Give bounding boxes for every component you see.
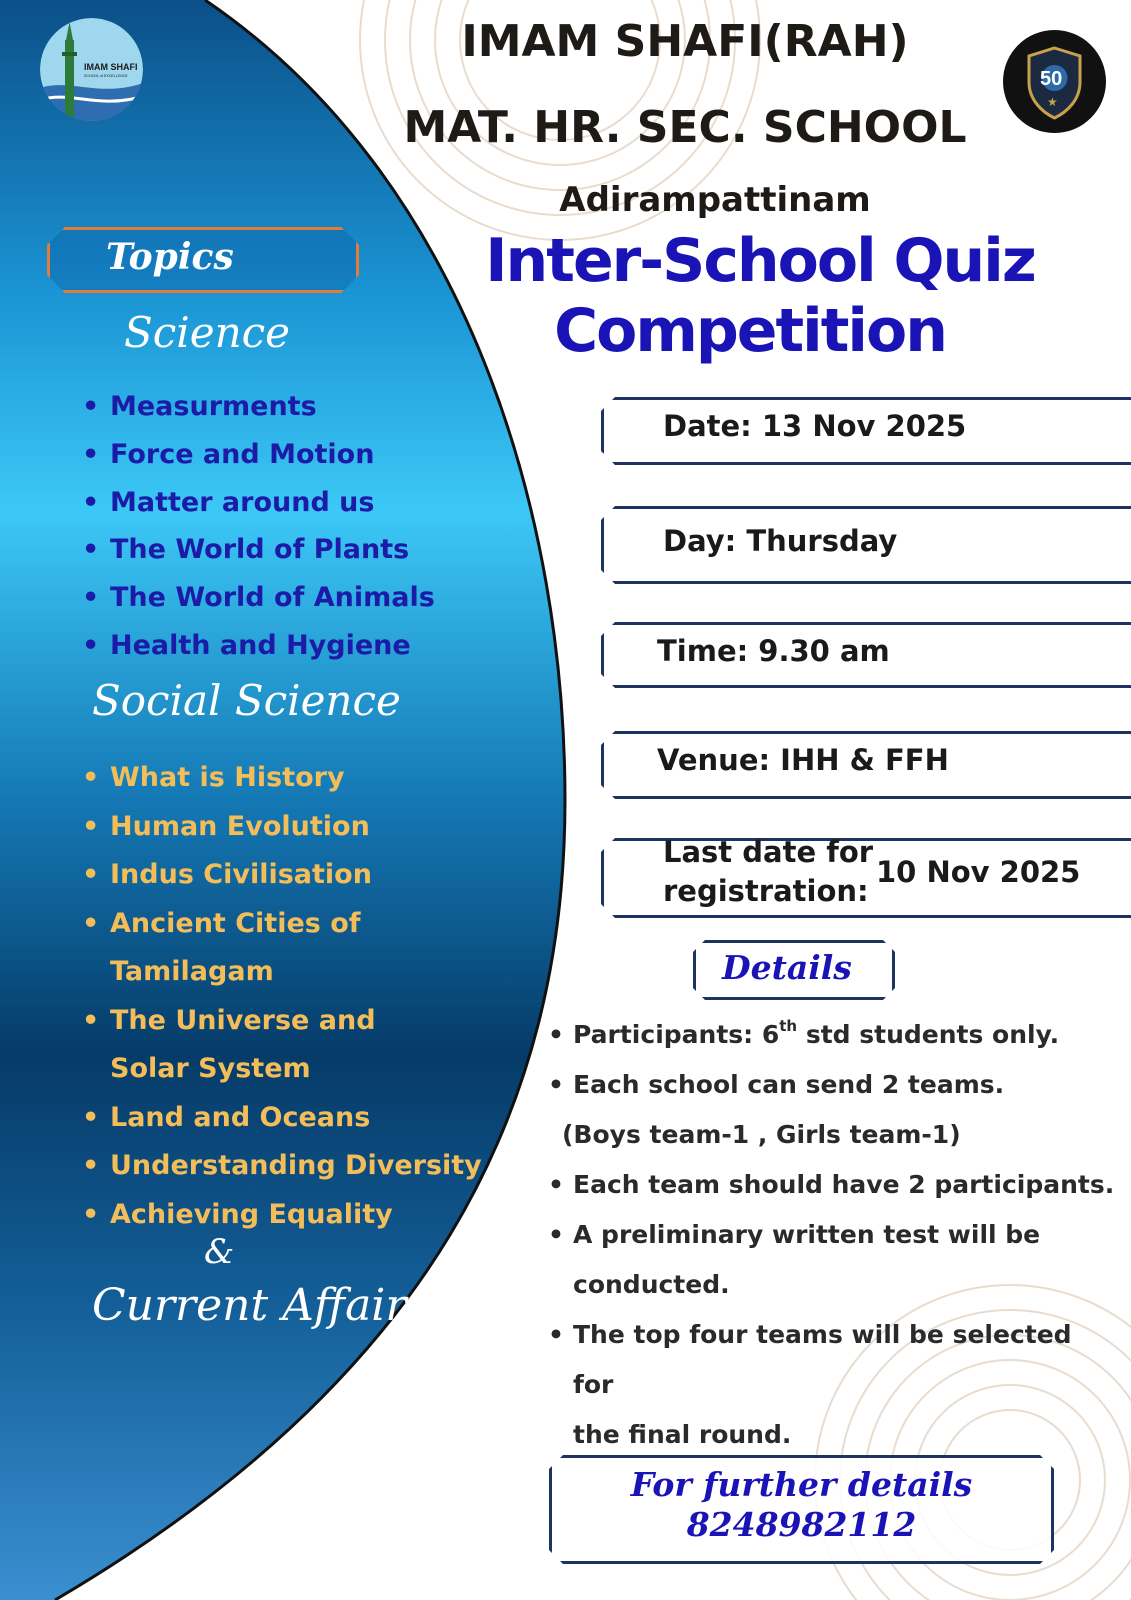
- list-item: • Health and Hygiene: [82, 629, 411, 661]
- list-item: • Participants: 6th std students only.: [548, 1017, 1060, 1049]
- science-heading: Science: [124, 308, 291, 357]
- details-list: [548, 1010, 1118, 1460]
- list-item: • A preliminary written test will be: [548, 1220, 1041, 1249]
- school-name-line1: IMAM SHAFI(RAH): [461, 16, 909, 67]
- anniversary-logo-right: [1003, 30, 1106, 133]
- current-affairs-heading: Current Affairs: [92, 1280, 429, 1331]
- list-item: • Each school can send 2 teams.: [548, 1070, 1005, 1099]
- svg-text:★: ★: [1047, 95, 1058, 109]
- list-item: • Matter around us: [82, 486, 375, 518]
- list-item: • Force and Motion: [82, 438, 375, 470]
- mosque-logo-icon: [40, 18, 143, 121]
- registration-deadline: 10 Nov 2025: [876, 855, 1081, 889]
- event-time: Time: 9.30 am: [657, 634, 890, 668]
- event-day: Day: Thursday: [663, 524, 898, 558]
- registration-label-line2: registration:: [663, 874, 869, 908]
- registration-label-line1: Last date for: [663, 835, 874, 869]
- topics-heading: Topics: [106, 236, 234, 278]
- left-logo-subtext: SCHOOL of EXCELLENCE: [84, 74, 128, 78]
- school-name-line2: MAT. HR. SEC. SCHOOL: [403, 102, 967, 153]
- list-item: conducted.: [573, 1270, 730, 1299]
- list-item: • Measurments: [82, 391, 317, 422]
- list-item: • The World of Animals: [82, 582, 435, 614]
- ampersand: &: [204, 1232, 235, 1272]
- contact-phone[interactable]: 8248982112: [686, 1505, 917, 1544]
- list-item: • The World of Plants: [82, 534, 410, 566]
- social-science-topic-list: [82, 754, 502, 1239]
- event-title-line2: Competition: [554, 296, 946, 366]
- list-item: • The top four teams will be selected for: [548, 1320, 1072, 1399]
- event-title-line1: Inter-School Quiz: [485, 226, 1035, 296]
- list-item: • The Universe and Solar System: [82, 1004, 376, 1084]
- contact-heading: For further details: [630, 1465, 973, 1504]
- school-location: Adirampattinam: [559, 180, 871, 220]
- list-item: • Human Evolution: [82, 810, 370, 842]
- event-date: Date: 13 Nov 2025: [663, 409, 967, 443]
- list-item: • Ancient Cities of Tamilagam: [82, 907, 361, 987]
- left-logo-text: IMAM SHAFI: [84, 62, 138, 72]
- list-item: • Each team should have 2 participants.: [548, 1170, 1115, 1199]
- school-logo-left: [40, 18, 143, 121]
- list-item: (Boys team-1 , Girls team-1): [562, 1120, 961, 1149]
- list-item: • Achieving Equality: [82, 1198, 393, 1230]
- list-item: • Understanding Diversity: [82, 1150, 482, 1181]
- list-item: • Indus Civilisation: [82, 859, 372, 890]
- event-venue: Venue: IHH & FFH: [657, 743, 949, 777]
- science-topic-list: [82, 390, 502, 677]
- list-item: • Land and Oceans: [82, 1101, 371, 1133]
- list-item: • What is History: [82, 762, 345, 793]
- details-heading: Details: [722, 948, 852, 987]
- list-item: the final round.: [573, 1420, 792, 1449]
- anniversary-number: 50: [1040, 68, 1063, 90]
- shield-badge-icon: [1003, 30, 1106, 133]
- social-science-heading: Social Science: [92, 676, 401, 725]
